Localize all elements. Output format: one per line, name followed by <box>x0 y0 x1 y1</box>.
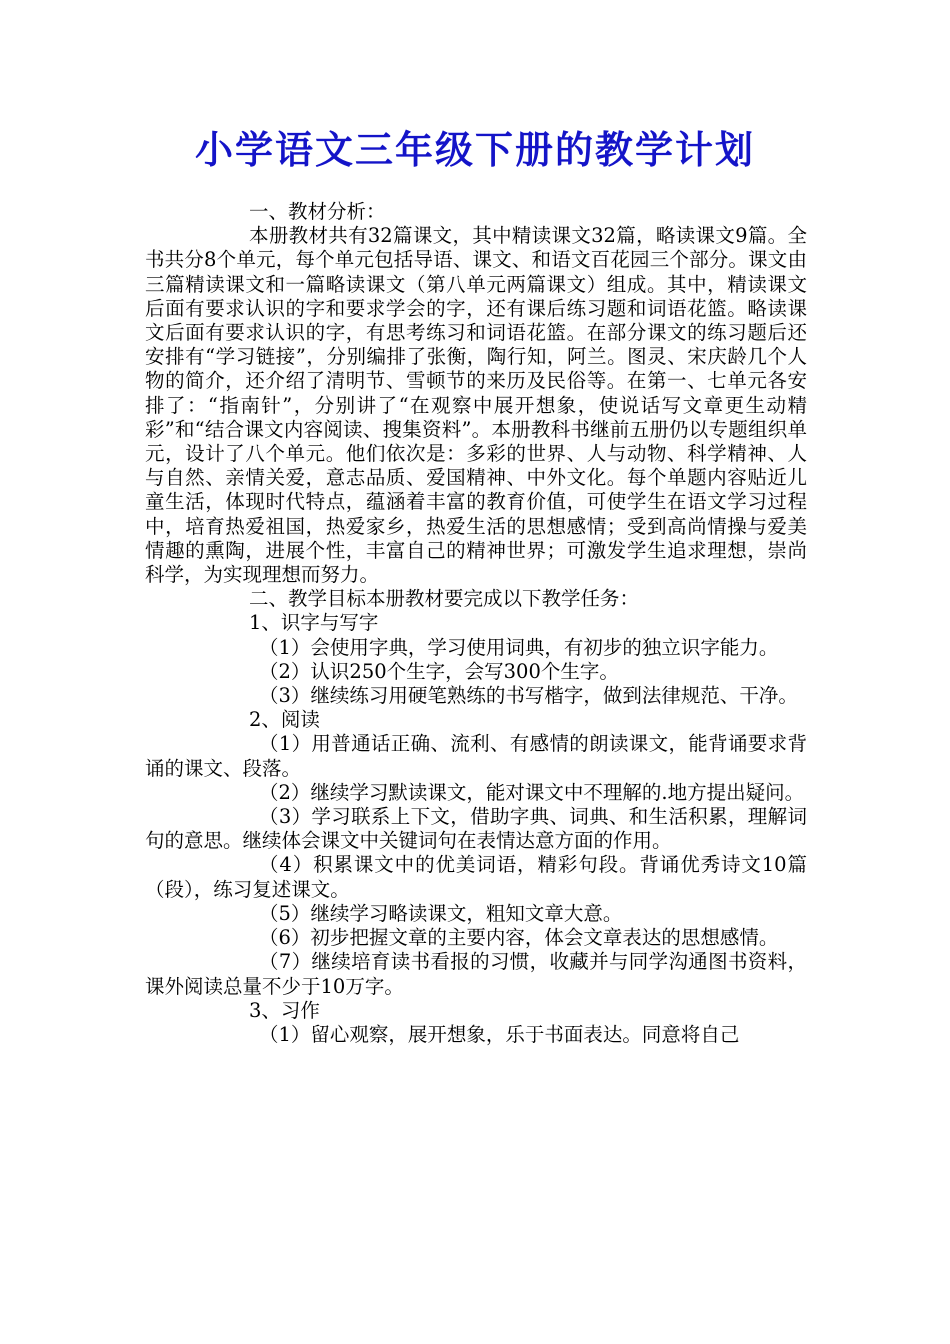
section-heading-textbook-analysis: 一、教材分析： <box>249 200 386 223</box>
list-item-reading-3: （3）学习联系上下文，借助字典、词典、和生活积累，理解词句的意思。继续体会课文中关键词句在表情达意方面的作用。 <box>145 805 807 853</box>
paragraph-textbook-analysis: 本册教材共有32篇课文，其中精读课文32篇，略读课文9篇。全书共分8个单元，每个单元包括导语、课文、和语文百花园三个部分。课文由三篇精读课文和一篇略读课文（第八单元两篇课文）组成。其中，精读课文后面有要求认识的字和要求学会的字，还有课后练习题和词语花篮。略读课文后面有要求认识的字，有思考练习和词语花篮。在部分课文的练习题后还安排有“学习链接”，分别编排了张衡，陶行知，阿兰。图灵、宋庆龄几个人物的简介，还介绍了清明节、雪顿节的来历及民俗等。在第一、七单元各安排了：“指南针”，分别讲了“在观察中展开想象，使说话写文章更生动精彩”和“结合课文内容阅读、搜集资料”。本册教科书继前五册仍以专题组织单元，设计了八个单元。他们依次是：多彩的世界、人与动物、科学精神、人与自然、亲情关爱，意志品质、爱国精神、中外文化。每个单题内容贴近儿童生活，体现时代特点，蕴涵着丰富的教育价值，可使学生在语文学习过程中，培育热爱祖国，热爱家乡，热爱生活的思想感情；受到高尚情操与爱美情趣的熏陶，进展个性，丰富自己的精神世界；可激发学生追求理想，崇尚科学，为实现理想而努力。 <box>145 224 807 587</box>
section-heading-teaching-goals: 二、教学目标本册教材要完成以下教学任务： <box>249 587 640 611</box>
document-title: 小学语文三年级下册的教学计划 <box>194 127 755 172</box>
list-item-reading-6: （6）初步把握文章的主要内容，体会文章表达的思想感情。 <box>259 926 779 950</box>
list-item-reading-2: （2）继续学习默读课文，能对课文中不理解的.地方提出疑问。 <box>259 780 805 804</box>
list-item-literacy-3: （3）继续练习用硬笔熟练的书写楷字，做到法律规范、干净。 <box>259 684 798 708</box>
subheading-composition: 3、习作 <box>249 998 320 1022</box>
list-item-literacy-2: （2）认识250个生字，会写300个生字。 <box>259 659 619 683</box>
list-item-reading-4: （4）积累课文中的优美词语，精彩句段。背诵优秀诗文10篇（段），练习复述课文。 <box>145 853 807 901</box>
list-item-reading-7: （7）继续培育读书看报的习惯，收藏并与同学沟通图书资料，课外阅读总量不少于10万字。 <box>145 950 807 998</box>
subheading-reading: 2、阅读 <box>249 708 320 732</box>
list-item-composition-1: （1）留心观察，展开想象，乐于书面表达。同意将自己 <box>259 1022 740 1046</box>
list-item-reading-1: （1）用普通话正确、流利、有感情的朗读课文，能背诵要求背诵的课文、段落。 <box>145 732 807 780</box>
list-item-reading-5: （5）继续学习略读课文，粗知文章大意。 <box>259 901 623 925</box>
document-body <box>145 200 807 1047</box>
list-item-literacy-1: （1）会使用字典，学习使用词典，有初步的独立识字能力。 <box>259 635 779 659</box>
subheading-literacy-writing: 1、识字与写字 <box>249 611 379 635</box>
